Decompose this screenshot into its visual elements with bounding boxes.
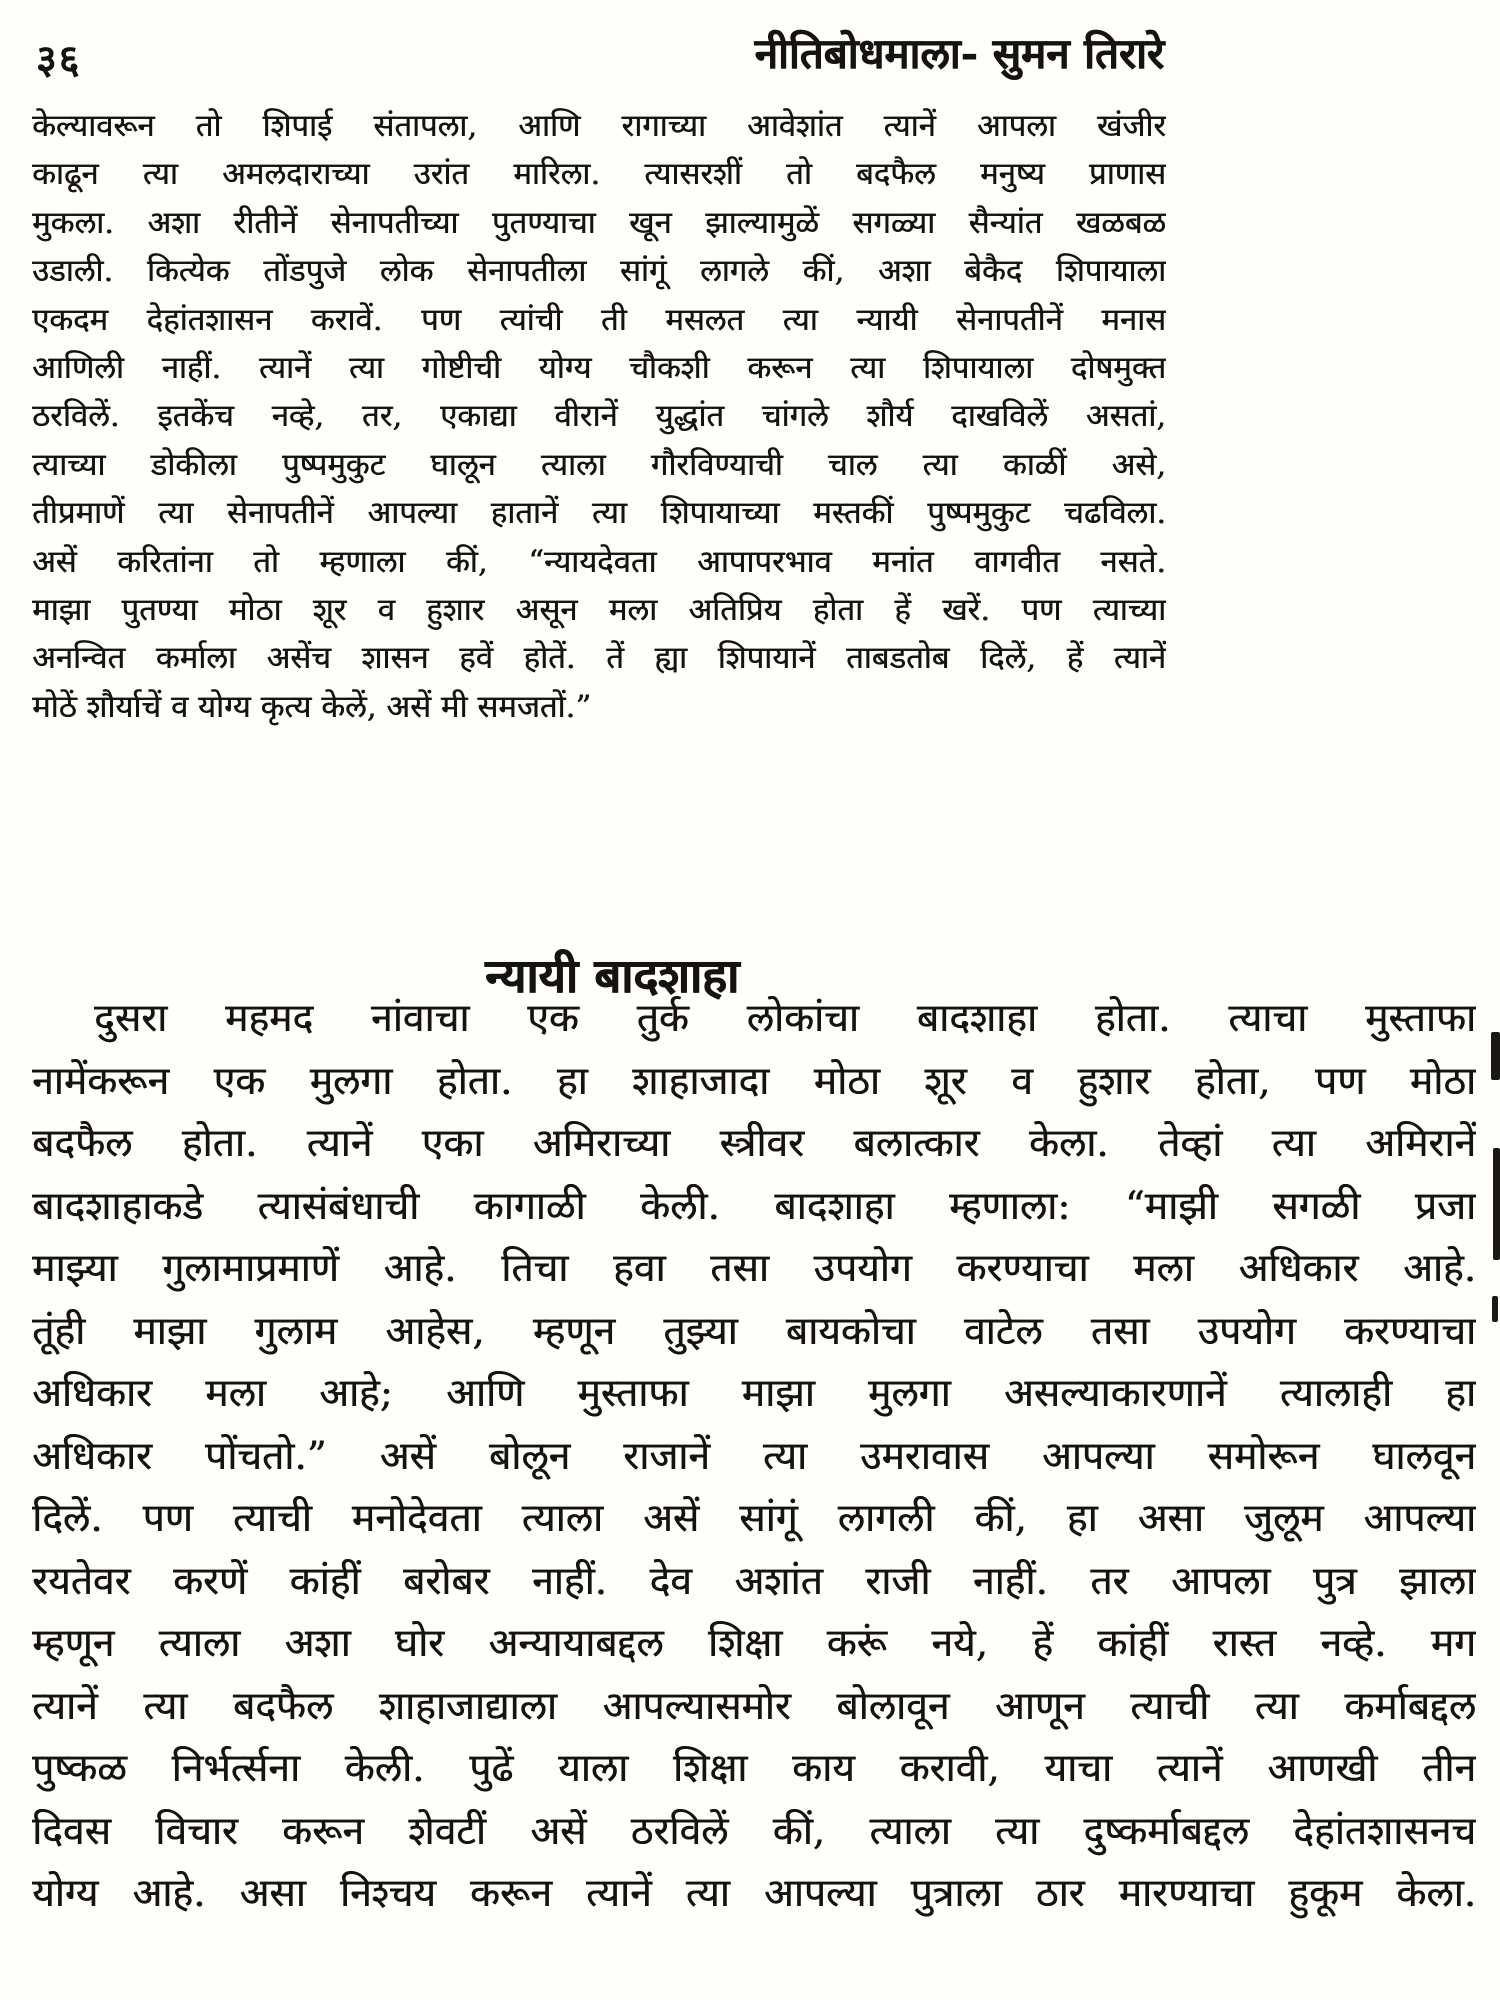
text-line: आणिली नाहीं. त्यानें त्या गोष्टीची योग्य चौकशी करून त्या शिपायाला दोषमुक्त: [32, 349, 1166, 386]
text-line: बदफैल होता. त्यानें एका अमिराच्या स्त्रीवर बलात्कार केला. तेव्हां त्या अमिरानें: [32, 1121, 1476, 1166]
text-line: दुसरा महमद नांवाचा एक तुर्क लोकांचा बादशाहा होता. त्याचा मुस्ताफा: [94, 996, 1476, 1041]
text-line: रयतेवर करणें कांहीं बरोबर नाहीं. देव अशांत राजी नाहीं. तर आपला पुत्र झाला: [32, 1558, 1476, 1604]
text-line: एकदम देहांतशासन करावें. पण त्यांची ती मसलत त्या न्यायी सेनापतीनें मनास: [32, 301, 1166, 338]
text-line: अनन्वित कर्माला असेंच शासन हवें होतें. तें ह्या शिपायानें ताबडतोब दिलें, हें त्यानें: [32, 640, 1166, 677]
text-line: दिलें. पण त्याची मनोदेवता त्याला असें सांगूं लागली कीं, हा असा जुलूम आपल्या: [32, 1496, 1476, 1541]
paragraph-soldier-story: [32, 102, 1166, 731]
text-line: अधिकार मला आहे; आणि मुस्ताफा माझा मुलगा असल्याकारणानें त्यालाही हा: [32, 1371, 1476, 1416]
text-line: माझा पुतण्या मोठा शूर व हुशार असून मला अतिप्रिय होता हें खरें. पण त्याच्या: [32, 591, 1166, 628]
running-header-title: नीतिबोधमाला- सुमन तिरारे: [754, 29, 1164, 78]
text-line: मोठें शौर्याचें व योग्य कृत्य केलें, असें मी समजतों.”: [32, 688, 592, 725]
text-line: दिवस विचार करून शेवटीं असें ठरविलें कीं, त्याला त्या दुष्कर्माबद्दल देहांतशासनच: [32, 1808, 1476, 1854]
text-line: म्हणून त्याला अशा घोर अन्यायाबद्दल शिक्षा करूं नये, हें कांहीं रास्त नव्हे. मग: [32, 1621, 1476, 1666]
scan-artifact: [1493, 1148, 1500, 1260]
section-heading: न्यायी बादशाहा: [485, 949, 739, 1004]
text-line: तीप्रमाणें त्या सेनापतीनें आपल्या हातानें त्या शिपायाच्या मस्तकीं पुष्पमुकुट चढविला.: [32, 495, 1166, 532]
paragraph-badshah-story: [32, 988, 1476, 1926]
text-line: त्याच्या डोकीला पुष्पमुकुट घालून त्याला गौरविण्याची चाल त्या काळीं असे,: [32, 446, 1166, 483]
text-line: उडाली. कित्येक तोंडपुजे लोक सेनापतीला सांगूं लागले कीं, अशा बेकैद शिपायाला: [32, 253, 1166, 290]
text-line: असें करितांना तो म्हणाला कीं, “न्यायदेवता आपापरभाव मनांत वागवीत नसते.: [32, 543, 1166, 580]
text-line: तूंही माझा गुलाम आहेस, म्हणून तुझ्या बायकोचा वाटेल तसा उपयोग करण्याचा: [32, 1308, 1476, 1354]
scan-artifact: [1492, 1296, 1498, 1322]
text-line: अधिकार पोंचतो.” असें बोलून राजानें त्या उमरावास आपल्या समोरून घालवून: [32, 1433, 1476, 1479]
text-line: ठरविलें. इतकेंच नव्हे, तर, एकाद्या वीरानें युद्धांत चांगले शौर्य दाखविलें असतां,: [32, 398, 1166, 435]
text-line: बादशाहाकडे त्यासंबंधाची कागाळी केली. बादशाहा म्हणाला: “माझी सगळी प्रजा: [32, 1183, 1476, 1229]
text-line: काढून त्या अमलदाराच्या उरांत मारिला. त्यासरशीं तो बदफैल मनुष्य प्राणास: [32, 156, 1166, 193]
text-line: माझ्या गुलामाप्रमाणें आहे. तिचा हवा तसा उपयोग करण्याचा मला अधिकार आहे.: [32, 1246, 1476, 1291]
scan-artifact: [1491, 1032, 1500, 1080]
page-number: ३६: [36, 36, 82, 83]
text-line: नामेंकरून एक मुलगा होता. हा शाहाजादा मोठा शूर व हुशार होता, पण मोठा: [32, 1058, 1476, 1104]
text-line: त्यानें त्या बदफैल शाहाजाद्याला आपल्यासमोर बोलावून आणून त्याची त्या कर्माबद्दल: [32, 1683, 1476, 1729]
text-line: मुकला. अशा रीतीनें सेनापतीच्या पुतण्याचा खून झाल्यामुळें सगळ्या सैन्यांत खळबळ: [32, 204, 1166, 241]
text-line: पुष्कळ निर्भर्त्सना केली. पुढें याला शिक्षा काय करावी, याचा त्यानें आणखी तीन: [32, 1746, 1476, 1791]
text-line: केल्यावरून तो शिपाई संतापला, आणि रागाच्या आवेशांत त्यानें आपला खंजीर: [32, 108, 1166, 144]
text-line: योग्य आहे. असा निश्चय करून त्यानें त्या आपल्या पुत्राला ठार मारण्याचा हुकूम केला.: [32, 1871, 1476, 1916]
